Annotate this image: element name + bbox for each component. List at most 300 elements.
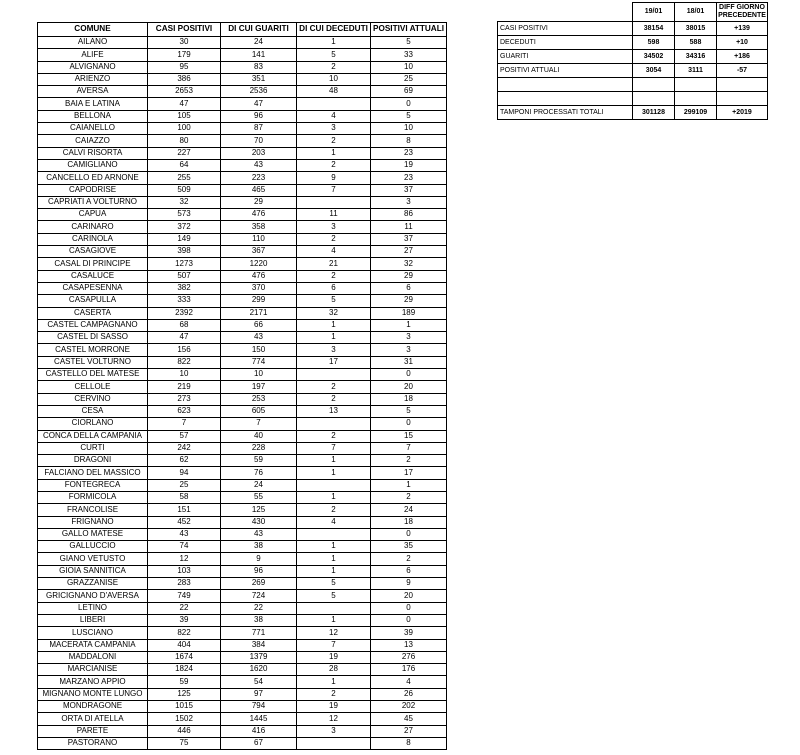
guariti-cell: 110 (221, 233, 297, 245)
guariti-cell: 125 (221, 504, 297, 516)
casi-positivi-cell: 105 (148, 110, 221, 122)
table-row (38, 37, 447, 49)
casi-positivi-cell: 94 (148, 467, 221, 479)
table-row (38, 541, 447, 553)
deceduti-cell: 1 (297, 37, 371, 49)
casi-positivi-cell: 64 (148, 159, 221, 171)
positivi-attuali-cell: 17 (371, 467, 447, 479)
table-row (38, 196, 447, 208)
comune-cell: CERVINO (38, 393, 148, 405)
positivi-attuali-cell: 2 (371, 491, 447, 503)
deceduti-cell: 1 (297, 565, 371, 577)
positivi-attuali-cell: 20 (371, 590, 447, 602)
positivi-attuali-cell: 1 (371, 479, 447, 491)
summary-label-cell: POSITIVI ATTUALI (498, 64, 633, 78)
positivi-attuali-cell: 202 (371, 701, 447, 713)
positivi-attuali-cell: 18 (371, 516, 447, 528)
summary-header-18-01: 18/01 (675, 3, 717, 22)
comune-cell: CAMIGLIANO (38, 159, 148, 171)
comune-cell: GALLUCCIO (38, 541, 148, 553)
comune-cell: AILANO (38, 37, 148, 49)
positivi-attuali-cell: 3 (371, 196, 447, 208)
summary-diff-cell: +10 (717, 36, 768, 50)
positivi-attuali-cell: 37 (371, 184, 447, 196)
table-row (38, 159, 447, 171)
table-row (38, 405, 447, 417)
comune-cell: GALLO MATESE (38, 528, 148, 540)
comune-cell: CONCA DELLA CAMPANIA (38, 430, 148, 442)
table-row (38, 565, 447, 577)
casi-positivi-cell: 62 (148, 455, 221, 467)
summary-table-header (498, 3, 768, 22)
guariti-cell: 269 (221, 578, 297, 590)
guariti-cell: 38 (221, 541, 297, 553)
table-row (38, 725, 447, 737)
comune-cell: CASAPESENNA (38, 282, 148, 294)
guariti-cell: 96 (221, 565, 297, 577)
casi-positivi-cell: 273 (148, 393, 221, 405)
positivi-attuali-cell: 1 (371, 319, 447, 331)
positivi-attuali-cell: 45 (371, 713, 447, 725)
comune-cell: LIBERI (38, 614, 148, 626)
table-row (38, 713, 447, 725)
summary-19-01-cell (633, 78, 675, 92)
table-row (38, 209, 447, 221)
deceduti-cell: 2 (297, 61, 371, 73)
header-deceduti: DI CUI DECEDUTI (297, 23, 371, 37)
positivi-attuali-cell: 2 (371, 455, 447, 467)
casi-positivi-cell: 10 (148, 369, 221, 381)
deceduti-cell: 28 (297, 664, 371, 676)
summary-row (498, 50, 768, 64)
casi-positivi-cell: 398 (148, 246, 221, 258)
guariti-cell: 299 (221, 295, 297, 307)
summary-diff-cell: +2019 (717, 106, 768, 120)
deceduti-cell: 1 (297, 614, 371, 626)
positivi-attuali-cell: 0 (371, 614, 447, 626)
casi-positivi-cell: 151 (148, 504, 221, 516)
deceduti-cell: 5 (297, 49, 371, 61)
casi-positivi-cell: 149 (148, 233, 221, 245)
casi-positivi-cell: 446 (148, 725, 221, 737)
guariti-cell: 253 (221, 393, 297, 405)
deceduti-cell (297, 528, 371, 540)
casi-positivi-cell: 1502 (148, 713, 221, 725)
guariti-cell: 384 (221, 639, 297, 651)
casi-positivi-cell: 30 (148, 37, 221, 49)
positivi-attuali-cell: 29 (371, 270, 447, 282)
guariti-cell: 1445 (221, 713, 297, 725)
casi-positivi-cell: 573 (148, 209, 221, 221)
table-row (38, 491, 447, 503)
comune-cell: GRICIGNANO D'AVERSA (38, 590, 148, 602)
comune-cell: CAIAZZO (38, 135, 148, 147)
guariti-cell: 416 (221, 725, 297, 737)
comune-cell: BELLONA (38, 110, 148, 122)
table-row (38, 504, 447, 516)
deceduti-cell: 5 (297, 590, 371, 602)
deceduti-cell: 13 (297, 405, 371, 417)
comune-cell: CASTEL MORRONE (38, 344, 148, 356)
summary-row (498, 64, 768, 78)
guariti-cell: 228 (221, 442, 297, 454)
casi-positivi-cell: 47 (148, 332, 221, 344)
table-row (38, 737, 447, 749)
comune-cell: LETINO (38, 602, 148, 614)
casi-positivi-cell: 1674 (148, 651, 221, 663)
positivi-attuali-cell: 4 (371, 676, 447, 688)
table-row (38, 246, 447, 258)
casi-positivi-cell: 509 (148, 184, 221, 196)
casi-positivi-cell: 47 (148, 98, 221, 110)
guariti-cell: 1620 (221, 664, 297, 676)
comune-cell: MIGNANO MONTE LUNGO (38, 688, 148, 700)
comune-cell: GIOIA SANNITICA (38, 565, 148, 577)
deceduti-cell: 2 (297, 393, 371, 405)
summary-row (498, 22, 768, 36)
summary-label-cell (498, 92, 633, 106)
positivi-attuali-cell: 23 (371, 147, 447, 159)
deceduti-cell: 21 (297, 258, 371, 270)
table-row (38, 221, 447, 233)
table-row (38, 258, 447, 270)
deceduti-cell: 2 (297, 430, 371, 442)
table-row (38, 184, 447, 196)
table-row (38, 73, 447, 85)
casi-positivi-cell: 59 (148, 676, 221, 688)
guariti-cell: 59 (221, 455, 297, 467)
casi-positivi-cell: 623 (148, 405, 221, 417)
casi-positivi-cell: 75 (148, 737, 221, 749)
deceduti-cell (297, 737, 371, 749)
guariti-cell: 43 (221, 528, 297, 540)
summary-19-01-cell: 38154 (633, 22, 675, 36)
guariti-cell: 370 (221, 282, 297, 294)
deceduti-cell: 3 (297, 123, 371, 135)
table-row (38, 172, 447, 184)
comune-cell: CARINARO (38, 221, 148, 233)
deceduti-cell: 1 (297, 319, 371, 331)
casi-positivi-cell: 2392 (148, 307, 221, 319)
deceduti-cell: 9 (297, 172, 371, 184)
comune-cell: CARINOLA (38, 233, 148, 245)
deceduti-cell (297, 602, 371, 614)
casi-positivi-cell: 32 (148, 196, 221, 208)
table-row (38, 282, 447, 294)
comune-cell: ORTA DI ATELLA (38, 713, 148, 725)
comune-cell: CAPRIATI A VOLTURNO (38, 196, 148, 208)
comune-cell: GRAZZANISE (38, 578, 148, 590)
guariti-cell: 9 (221, 553, 297, 565)
deceduti-cell (297, 369, 371, 381)
guariti-cell: 54 (221, 676, 297, 688)
comune-cell: ALIFE (38, 49, 148, 61)
positivi-attuali-cell: 3 (371, 344, 447, 356)
comune-cell: CASTEL CAMPAGNANO (38, 319, 148, 331)
guariti-cell: 1220 (221, 258, 297, 270)
comune-cell: PARETE (38, 725, 148, 737)
casi-positivi-cell: 22 (148, 602, 221, 614)
deceduti-cell: 2 (297, 135, 371, 147)
guariti-cell: 476 (221, 209, 297, 221)
positivi-attuali-cell: 86 (371, 209, 447, 221)
positivi-attuali-cell: 5 (371, 37, 447, 49)
casi-positivi-cell: 372 (148, 221, 221, 233)
positivi-attuali-cell: 8 (371, 737, 447, 749)
table-row (38, 516, 447, 528)
deceduti-cell: 10 (297, 73, 371, 85)
comune-cell: MONDRAGONE (38, 701, 148, 713)
casi-positivi-cell: 179 (148, 49, 221, 61)
deceduti-cell: 1 (297, 147, 371, 159)
positivi-attuali-cell: 24 (371, 504, 447, 516)
comune-cell: GIANO VETUSTO (38, 553, 148, 565)
guariti-cell: 605 (221, 405, 297, 417)
comune-cell: CAIANELLO (38, 123, 148, 135)
guariti-cell: 40 (221, 430, 297, 442)
table-row (38, 110, 447, 122)
guariti-cell: 351 (221, 73, 297, 85)
positivi-attuali-cell: 276 (371, 651, 447, 663)
deceduti-cell: 2 (297, 504, 371, 516)
guariti-cell: 43 (221, 332, 297, 344)
table-row (38, 664, 447, 676)
casi-positivi-cell: 80 (148, 135, 221, 147)
comune-cell: MARZANO APPIO (38, 676, 148, 688)
positivi-attuali-cell: 9 (371, 578, 447, 590)
deceduti-cell: 3 (297, 221, 371, 233)
guariti-cell: 10 (221, 369, 297, 381)
table-row (38, 430, 447, 442)
positivi-attuali-cell: 0 (371, 528, 447, 540)
deceduti-cell: 1 (297, 676, 371, 688)
comune-cell: CAPUA (38, 209, 148, 221)
guariti-cell: 141 (221, 49, 297, 61)
deceduti-cell: 3 (297, 344, 371, 356)
summary-diff-cell: +139 (717, 22, 768, 36)
positivi-attuali-cell: 6 (371, 565, 447, 577)
positivi-attuali-cell: 69 (371, 86, 447, 98)
casi-positivi-cell: 1273 (148, 258, 221, 270)
positivi-attuali-cell: 0 (371, 98, 447, 110)
summary-diff-cell (717, 78, 768, 92)
casi-positivi-cell: 219 (148, 381, 221, 393)
deceduti-cell: 11 (297, 209, 371, 221)
summary-row (498, 36, 768, 50)
table-row (38, 479, 447, 491)
comuni-table (37, 22, 447, 750)
summary-19-01-cell (633, 92, 675, 106)
positivi-attuali-cell: 26 (371, 688, 447, 700)
deceduti-cell: 3 (297, 725, 371, 737)
casi-positivi-cell: 57 (148, 430, 221, 442)
deceduti-cell: 1 (297, 332, 371, 344)
positivi-attuali-cell: 29 (371, 295, 447, 307)
deceduti-cell: 7 (297, 442, 371, 454)
deceduti-cell: 2 (297, 688, 371, 700)
guariti-cell: 2171 (221, 307, 297, 319)
guariti-cell: 223 (221, 172, 297, 184)
comune-cell: BAIA E LATINA (38, 98, 148, 110)
casi-positivi-cell: 452 (148, 516, 221, 528)
positivi-attuali-cell: 37 (371, 233, 447, 245)
casi-positivi-cell: 74 (148, 541, 221, 553)
casi-positivi-cell: 386 (148, 73, 221, 85)
deceduti-cell (297, 98, 371, 110)
table-row (38, 98, 447, 110)
table-row (38, 590, 447, 602)
comune-cell: CURTI (38, 442, 148, 454)
comune-cell: LUSCIANO (38, 627, 148, 639)
comune-cell: CASAL DI PRINCIPE (38, 258, 148, 270)
header-guariti: DI CUI GUARITI (221, 23, 297, 37)
comune-cell: CALVI RISORTA (38, 147, 148, 159)
comune-cell: FONTEGRECA (38, 479, 148, 491)
guariti-cell: 97 (221, 688, 297, 700)
deceduti-cell: 1 (297, 455, 371, 467)
table-row (38, 61, 447, 73)
casi-positivi-cell: 39 (148, 614, 221, 626)
deceduti-cell: 7 (297, 639, 371, 651)
summary-label-cell (498, 78, 633, 92)
guariti-cell: 83 (221, 61, 297, 73)
positivi-attuali-cell: 20 (371, 381, 447, 393)
positivi-attuali-cell: 11 (371, 221, 447, 233)
casi-positivi-cell: 404 (148, 639, 221, 651)
positivi-attuali-cell: 3 (371, 332, 447, 344)
deceduti-cell: 4 (297, 110, 371, 122)
guariti-cell: 794 (221, 701, 297, 713)
positivi-attuali-cell: 39 (371, 627, 447, 639)
guariti-cell: 67 (221, 737, 297, 749)
deceduti-cell: 12 (297, 713, 371, 725)
table-row (38, 393, 447, 405)
casi-positivi-cell: 382 (148, 282, 221, 294)
table-row (38, 602, 447, 614)
table-row (38, 147, 447, 159)
comuni-table-body (38, 37, 447, 750)
guariti-cell: 55 (221, 491, 297, 503)
positivi-attuali-cell: 7 (371, 442, 447, 454)
summary-diff-cell: -57 (717, 64, 768, 78)
comune-cell: CASAGIOVE (38, 246, 148, 258)
deceduti-cell (297, 196, 371, 208)
casi-positivi-cell: 333 (148, 295, 221, 307)
summary-label-cell: GUARITI (498, 50, 633, 64)
casi-positivi-cell: 156 (148, 344, 221, 356)
positivi-attuali-cell: 32 (371, 258, 447, 270)
summary-row (498, 92, 768, 106)
table-row (38, 307, 447, 319)
casi-positivi-cell: 103 (148, 565, 221, 577)
comune-cell: MARCIANISE (38, 664, 148, 676)
summary-18-01-cell: 34316 (675, 50, 717, 64)
guariti-cell: 29 (221, 196, 297, 208)
guariti-cell: 150 (221, 344, 297, 356)
deceduti-cell: 2 (297, 381, 371, 393)
deceduti-cell: 2 (297, 233, 371, 245)
summary-18-01-cell (675, 78, 717, 92)
casi-positivi-cell: 822 (148, 356, 221, 368)
deceduti-cell: 17 (297, 356, 371, 368)
deceduti-cell: 4 (297, 246, 371, 258)
positivi-attuali-cell: 6 (371, 282, 447, 294)
table-row (38, 332, 447, 344)
guariti-cell: 24 (221, 479, 297, 491)
deceduti-cell: 32 (297, 307, 371, 319)
comune-cell: PASTORANO (38, 737, 148, 749)
casi-positivi-cell: 1824 (148, 664, 221, 676)
guariti-cell: 7 (221, 418, 297, 430)
comune-cell: ALVIGNANO (38, 61, 148, 73)
guariti-cell: 774 (221, 356, 297, 368)
positivi-attuali-cell: 25 (371, 73, 447, 85)
comune-cell: CELLOLE (38, 381, 148, 393)
comuni-table-header (38, 23, 447, 37)
summary-row (498, 78, 768, 92)
guariti-cell: 367 (221, 246, 297, 258)
table-row (38, 135, 447, 147)
positivi-attuali-cell: 35 (371, 541, 447, 553)
comune-cell: CIORLANO (38, 418, 148, 430)
positivi-attuali-cell: 189 (371, 307, 447, 319)
comune-cell: FRANCOLISE (38, 504, 148, 516)
table-row (38, 86, 447, 98)
comune-cell: CASAPULLA (38, 295, 148, 307)
table-row (38, 676, 447, 688)
table-row (38, 381, 447, 393)
table-row (38, 319, 447, 331)
casi-positivi-cell: 95 (148, 61, 221, 73)
positivi-attuali-cell: 8 (371, 135, 447, 147)
comune-cell: MACERATA CAMPANIA (38, 639, 148, 651)
summary-18-01-cell: 3111 (675, 64, 717, 78)
summary-diff-cell: +186 (717, 50, 768, 64)
casi-positivi-cell: 43 (148, 528, 221, 540)
guariti-cell: 43 (221, 159, 297, 171)
summary-diff-cell (717, 92, 768, 106)
guariti-cell: 38 (221, 614, 297, 626)
positivi-attuali-cell: 0 (371, 369, 447, 381)
table-row (38, 295, 447, 307)
positivi-attuali-cell: 15 (371, 430, 447, 442)
positivi-attuali-cell: 0 (371, 602, 447, 614)
summary-18-01-cell: 38015 (675, 22, 717, 36)
table-row (38, 688, 447, 700)
guariti-cell: 1379 (221, 651, 297, 663)
summary-header-19-01: 19/01 (633, 3, 675, 22)
positivi-attuali-cell: 176 (371, 664, 447, 676)
summary-19-01-cell: 598 (633, 36, 675, 50)
table-row (38, 233, 447, 245)
guariti-cell: 771 (221, 627, 297, 639)
positivi-attuali-cell: 18 (371, 393, 447, 405)
guariti-cell: 2536 (221, 86, 297, 98)
deceduti-cell: 7 (297, 184, 371, 196)
positivi-attuali-cell: 5 (371, 405, 447, 417)
deceduti-cell: 2 (297, 159, 371, 171)
positivi-attuali-cell: 10 (371, 123, 447, 135)
table-row (38, 639, 447, 651)
positivi-attuali-cell: 31 (371, 356, 447, 368)
deceduti-cell: 6 (297, 282, 371, 294)
casi-positivi-cell: 68 (148, 319, 221, 331)
guariti-cell: 87 (221, 123, 297, 135)
comune-cell: CANCELLO ED ARNONE (38, 172, 148, 184)
guariti-cell: 724 (221, 590, 297, 602)
guariti-cell: 24 (221, 37, 297, 49)
summary-table (497, 2, 768, 120)
